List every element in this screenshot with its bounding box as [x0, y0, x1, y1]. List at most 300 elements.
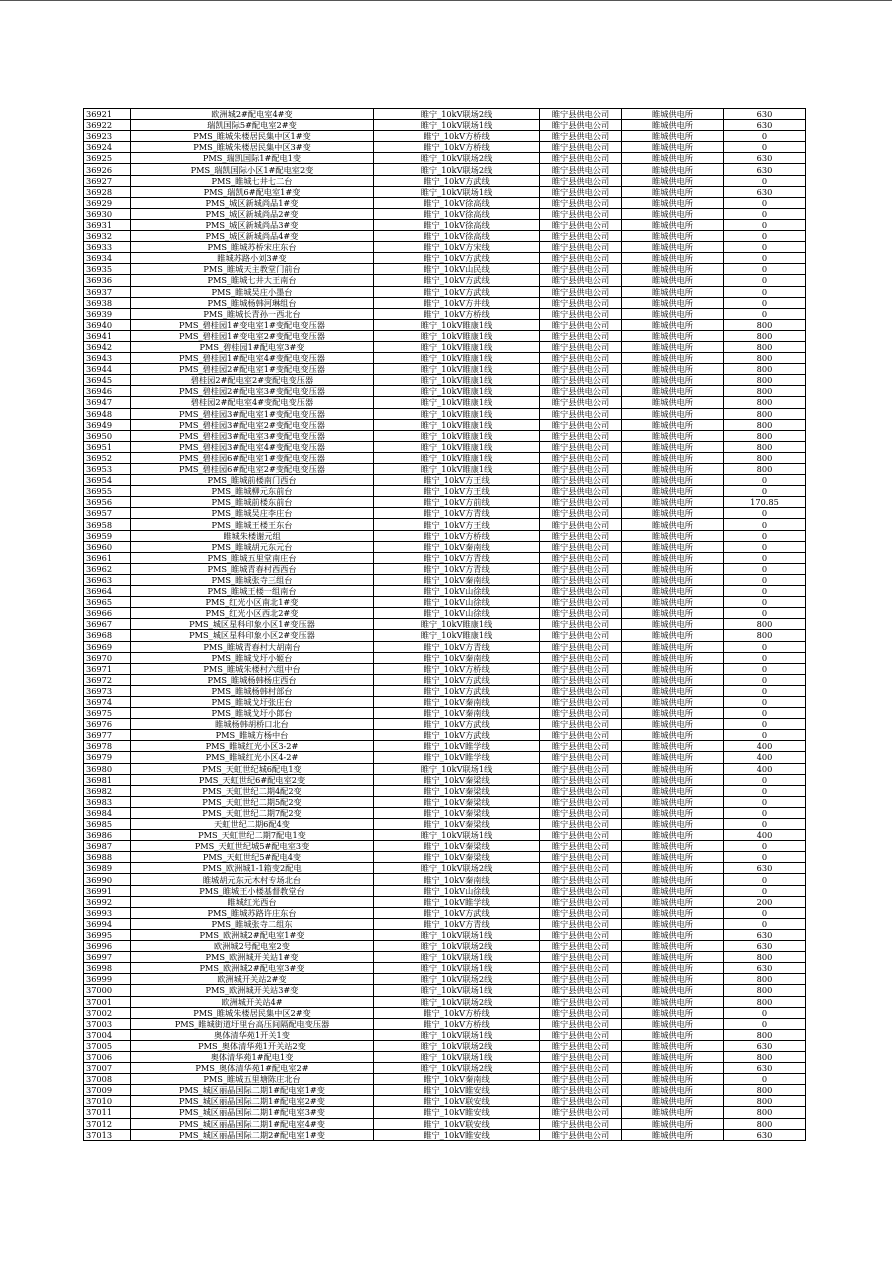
transformer-name-cell: PMS_欧洲城2#配电室3#变: [131, 963, 374, 974]
table-row: [84, 153, 806, 164]
company-cell: 睢宁县供电公司: [540, 863, 622, 874]
capacity-cell: 200: [724, 896, 806, 907]
feeder-line-cell: 睢宁_10kV方武线: [374, 719, 540, 730]
table-row: [84, 452, 806, 463]
row-id-cell: 36954: [84, 475, 131, 486]
capacity-cell: 800: [724, 630, 806, 641]
transformer-name-cell: PMS_城区星科印象小区1#变压器: [131, 619, 374, 630]
table-row: [84, 1063, 806, 1074]
capacity-cell: 0: [724, 708, 806, 719]
station-cell: 睢城供电所: [622, 730, 724, 741]
company-cell: 睢宁县供电公司: [540, 1063, 622, 1074]
table-row: [84, 375, 806, 386]
row-id-cell: 36935: [84, 264, 131, 275]
transformer-name-cell: 欧洲城2号配电室2变: [131, 941, 374, 952]
transformer-name-cell: PMS_睢城天主教堂门前台: [131, 264, 374, 275]
station-cell: 睢城供电所: [622, 186, 724, 197]
transformer-name-cell: PMS_碧桂园3#配电室1#变配电变压器: [131, 408, 374, 419]
company-cell: 睢宁县供电公司: [540, 1018, 622, 1029]
transformer-name-cell: PMS_睢城朱楼村六组中台: [131, 663, 374, 674]
station-cell: 睢城供电所: [622, 286, 724, 297]
company-cell: 睢宁县供电公司: [540, 663, 622, 674]
table-row: [84, 120, 806, 131]
feeder-line-cell: 睢宁_10kV睢康1线: [374, 364, 540, 375]
capacity-cell: 800: [724, 619, 806, 630]
company-cell: 睢宁县供电公司: [540, 785, 622, 796]
company-cell: 睢宁县供电公司: [540, 763, 622, 774]
station-cell: 睢城供电所: [622, 841, 724, 852]
feeder-line-cell: 睢宁_10kV睢学线: [374, 896, 540, 907]
station-cell: 睢城供电所: [622, 386, 724, 397]
feeder-line-cell: 睢宁_10kV睢安线: [374, 1085, 540, 1096]
company-cell: 睢宁县供电公司: [540, 1118, 622, 1129]
transformer-name-cell: PMS_睢城杨韩杨庄西台: [131, 674, 374, 685]
company-cell: 睢宁县供电公司: [540, 1096, 622, 1107]
feeder-line-cell: 睢宁_10kV秦梁线: [374, 774, 540, 785]
station-cell: 睢城供电所: [622, 264, 724, 275]
capacity-cell: 800: [724, 952, 806, 963]
transformer-name-cell: PMS_城区丽晶国际二期1#配电室1#变: [131, 1085, 374, 1096]
row-id-cell: 36937: [84, 286, 131, 297]
feeder-line-cell: 睢宁_10kV联场2线: [374, 153, 540, 164]
station-cell: 睢城供电所: [622, 452, 724, 463]
station-cell: 睢城供电所: [622, 275, 724, 286]
company-cell: 睢宁县供电公司: [540, 186, 622, 197]
table-row: [84, 619, 806, 630]
row-id-cell: 37002: [84, 1007, 131, 1018]
station-cell: 睢城供电所: [622, 1085, 724, 1096]
transformer-name-cell: PMS_瑞凯国际小区1#配电室2变: [131, 164, 374, 175]
feeder-line-cell: 睢宁_10kV秦南线: [374, 541, 540, 552]
transformer-name-cell: PMS_睢城朱楼居民集中区2#变: [131, 1007, 374, 1018]
station-cell: 睢城供电所: [622, 785, 724, 796]
feeder-line-cell: 睢宁_10kV方桥线: [374, 1007, 540, 1018]
capacity-cell: 800: [724, 974, 806, 985]
company-cell: 睢宁县供电公司: [540, 1085, 622, 1096]
company-cell: 睢宁县供电公司: [540, 286, 622, 297]
station-cell: 睢城供电所: [622, 719, 724, 730]
station-cell: 睢城供电所: [622, 985, 724, 996]
row-id-cell: 36952: [84, 452, 131, 463]
capacity-cell: 0: [724, 541, 806, 552]
feeder-line-cell: 睢宁_10kV秦南线: [374, 652, 540, 663]
feeder-line-cell: 睢宁_10kV方桥线: [374, 131, 540, 142]
company-cell: 睢宁县供电公司: [540, 364, 622, 375]
table-row: [84, 730, 806, 741]
capacity-cell: 0: [724, 175, 806, 186]
transformer-name-cell: PMS_天虹世纪城5#配电室3变: [131, 841, 374, 852]
row-id-cell: 36924: [84, 142, 131, 153]
station-cell: 睢城供电所: [622, 242, 724, 253]
company-cell: 睢宁县供电公司: [540, 819, 622, 830]
table-row: [84, 208, 806, 219]
table-row: [84, 419, 806, 430]
company-cell: 睢宁县供电公司: [540, 674, 622, 685]
capacity-cell: 0: [724, 475, 806, 486]
station-cell: 睢城供电所: [622, 530, 724, 541]
station-cell: 睢城供电所: [622, 741, 724, 752]
transformer-name-cell: PMS_欧洲城1-1箱变2配电: [131, 863, 374, 874]
capacity-cell: 800: [724, 1096, 806, 1107]
station-cell: 睢城供电所: [622, 1063, 724, 1074]
station-cell: 睢城供电所: [622, 375, 724, 386]
station-cell: 睢城供电所: [622, 1007, 724, 1018]
station-cell: 睢城供电所: [622, 963, 724, 974]
company-cell: 睢宁县供电公司: [540, 464, 622, 475]
feeder-line-cell: 睢宁_10kV联场2线: [374, 1063, 540, 1074]
capacity-cell: 400: [724, 763, 806, 774]
station-cell: 睢城供电所: [622, 430, 724, 441]
transformer-name-cell: PMS_碧桂园1#配电室3#变: [131, 341, 374, 352]
table-row: [84, 353, 806, 364]
capacity-cell: 0: [724, 197, 806, 208]
table-row: [84, 874, 806, 885]
station-cell: 睢城供电所: [622, 696, 724, 707]
feeder-line-cell: 睢宁_10kV联场2线: [374, 863, 540, 874]
company-cell: 睢宁县供电公司: [540, 807, 622, 818]
capacity-cell: 0: [724, 286, 806, 297]
feeder-line-cell: 睢宁_10kV方青线: [374, 918, 540, 929]
company-cell: 睢宁县供电公司: [540, 597, 622, 608]
transformer-name-cell: PMS_睢城五里堂南庄台: [131, 552, 374, 563]
row-id-cell: 36998: [84, 963, 131, 974]
table-row: [84, 1074, 806, 1085]
transformer-name-cell: 天虹世纪二期6配4变: [131, 819, 374, 830]
table-row: [84, 696, 806, 707]
row-id-cell: 37010: [84, 1096, 131, 1107]
station-cell: 睢城供电所: [622, 996, 724, 1007]
capacity-cell: 630: [724, 1129, 806, 1140]
transformer-name-cell: PMS_欧洲城开关站1#变: [131, 952, 374, 963]
transformer-name-cell: PMS_睢城前楼南门西台: [131, 475, 374, 486]
company-cell: 睢宁县供电公司: [540, 397, 622, 408]
transformer-name-cell: PMS_睢城戈圩张庄台: [131, 696, 374, 707]
company-cell: 睢宁县供电公司: [540, 1029, 622, 1040]
company-cell: 睢宁县供电公司: [540, 852, 622, 863]
row-id-cell: 36950: [84, 430, 131, 441]
row-id-cell: 36982: [84, 785, 131, 796]
feeder-line-cell: 睢宁_10kV联场2线: [374, 974, 540, 985]
station-cell: 睢城供电所: [622, 208, 724, 219]
company-cell: 睢宁县供电公司: [540, 120, 622, 131]
feeder-line-cell: 睢宁_10kV山徐线: [374, 586, 540, 597]
row-id-cell: 36931: [84, 219, 131, 230]
capacity-cell: 0: [724, 652, 806, 663]
table-row: [84, 1118, 806, 1129]
table-row: [84, 519, 806, 530]
row-id-cell: 36959: [84, 530, 131, 541]
capacity-cell: 800: [724, 375, 806, 386]
station-cell: 睢城供电所: [622, 109, 724, 120]
station-cell: 睢城供电所: [622, 1029, 724, 1040]
transformer-name-cell: PMS_睢城街道圩里台高压间隔配电变压器: [131, 1018, 374, 1029]
company-cell: 睢宁县供电公司: [540, 963, 622, 974]
capacity-cell: 800: [724, 1029, 806, 1040]
station-cell: 睢城供电所: [622, 774, 724, 785]
transformer-name-cell: PMS_睢城长青孙一西北台: [131, 308, 374, 319]
feeder-line-cell: 睢宁_10kV方桥线: [374, 308, 540, 319]
capacity-cell: 0: [724, 874, 806, 885]
transformer-name-cell: PMS_睢城柳元东前台: [131, 486, 374, 497]
company-cell: 睢宁县供电公司: [540, 153, 622, 164]
row-id-cell: 36986: [84, 830, 131, 841]
table-row: [84, 1085, 806, 1096]
table-row: [84, 663, 806, 674]
station-cell: 睢城供电所: [622, 974, 724, 985]
table-row: [84, 275, 806, 286]
transformer-name-cell: PMS_睢城吴庄李庄台: [131, 508, 374, 519]
transformer-name-cell: PMS_瑞凯6#配电室1#变: [131, 186, 374, 197]
table-row: [84, 364, 806, 375]
station-cell: 睢城供电所: [622, 1118, 724, 1129]
company-cell: 睢宁县供电公司: [540, 519, 622, 530]
row-id-cell: 36957: [84, 508, 131, 519]
station-cell: 睢城供电所: [622, 896, 724, 907]
transformer-name-cell: 睢城红光西台: [131, 896, 374, 907]
transformer-name-cell: PMS_睢城红光小区4-2#: [131, 752, 374, 763]
row-id-cell: 36968: [84, 630, 131, 641]
company-cell: 睢宁县供电公司: [540, 242, 622, 253]
transformer-name-cell: PMS_睢城吴庄小墨台: [131, 286, 374, 297]
table-row: [84, 475, 806, 486]
capacity-cell: 0: [724, 208, 806, 219]
transformer-name-cell: PMS_城区新城尚品2#变: [131, 208, 374, 219]
station-cell: 睢城供电所: [622, 219, 724, 230]
transformer-name-cell: 瑞凯国际5#配电室2#变: [131, 120, 374, 131]
company-cell: 睢宁县供电公司: [540, 408, 622, 419]
row-id-cell: 36997: [84, 952, 131, 963]
transformer-name-cell: PMS_城区星科印象小区2#变压器: [131, 630, 374, 641]
row-id-cell: 36981: [84, 774, 131, 785]
row-id-cell: 36928: [84, 186, 131, 197]
company-cell: 睢宁县供电公司: [540, 264, 622, 275]
company-cell: 睢宁县供电公司: [540, 708, 622, 719]
company-cell: 睢宁县供电公司: [540, 696, 622, 707]
feeder-line-cell: 睢宁_10kV方桥线: [374, 1018, 540, 1029]
station-cell: 睢城供电所: [622, 830, 724, 841]
transformer-name-cell: PMS_城区新城尚品4#变: [131, 231, 374, 242]
transformer-name-cell: PMS_碧桂园3#配电室4#变配电变压器: [131, 441, 374, 452]
row-id-cell: 36933: [84, 242, 131, 253]
table-row: [84, 1107, 806, 1118]
station-cell: 睢城供电所: [622, 763, 724, 774]
table-row: [84, 819, 806, 830]
row-id-cell: 36945: [84, 375, 131, 386]
transformer-name-cell: PMS_奥体清华苑1开关站2变: [131, 1040, 374, 1051]
company-cell: 睢宁县供电公司: [540, 508, 622, 519]
station-cell: 睢城供电所: [622, 397, 724, 408]
transformer-table: [83, 108, 806, 1141]
table-row: [84, 796, 806, 807]
row-id-cell: 36958: [84, 519, 131, 530]
feeder-line-cell: 睢宁_10kV方王线: [374, 519, 540, 530]
transformer-name-cell: PMS_睢城杨韩河琳组台: [131, 297, 374, 308]
row-id-cell: 36949: [84, 419, 131, 430]
row-id-cell: 36923: [84, 131, 131, 142]
capacity-cell: 630: [724, 109, 806, 120]
feeder-line-cell: 睢宁_10kV睢康1线: [374, 341, 540, 352]
row-id-cell: 37012: [84, 1118, 131, 1129]
company-cell: 睢宁县供电公司: [540, 719, 622, 730]
table-row: [84, 863, 806, 874]
feeder-line-cell: 睢宁_10kV睢康1线: [374, 464, 540, 475]
station-cell: 睢城供电所: [622, 475, 724, 486]
table-row: [84, 441, 806, 452]
company-cell: 睢宁县供电公司: [540, 253, 622, 264]
row-id-cell: 36926: [84, 164, 131, 175]
station-cell: 睢城供电所: [622, 674, 724, 685]
row-id-cell: 36988: [84, 852, 131, 863]
feeder-line-cell: 睢宁_10kV睢康1线: [374, 353, 540, 364]
table-row: [84, 219, 806, 230]
company-cell: 睢宁县供电公司: [540, 1040, 622, 1051]
table-row: [84, 708, 806, 719]
feeder-line-cell: 睢宁_10kV睢康1线: [374, 408, 540, 419]
row-id-cell: 36980: [84, 763, 131, 774]
row-id-cell: 36974: [84, 696, 131, 707]
table-row: [84, 408, 806, 419]
row-id-cell: 36966: [84, 608, 131, 619]
transformer-name-cell: 欧洲城开关站2#变: [131, 974, 374, 985]
station-cell: 睢城供电所: [622, 641, 724, 652]
table-row: [84, 1040, 806, 1051]
row-id-cell: 36964: [84, 586, 131, 597]
transformer-name-cell: PMS_碧桂园6#配电室1#变配电变压器: [131, 452, 374, 463]
table-row: [84, 597, 806, 608]
feeder-line-cell: 睢宁_10kV秦南线: [374, 1074, 540, 1085]
row-id-cell: 36943: [84, 353, 131, 364]
company-cell: 睢宁县供电公司: [540, 219, 622, 230]
feeder-line-cell: 睢宁_10kV山徐线: [374, 885, 540, 896]
transformer-name-cell: PMS_城区丽晶国际二期1#配电室3#变: [131, 1107, 374, 1118]
transformer-name-cell: PMS_睢城苏路许庄东台: [131, 907, 374, 918]
feeder-line-cell: 睢宁_10kV徐高线: [374, 208, 540, 219]
table-row: [84, 785, 806, 796]
capacity-cell: 800: [724, 996, 806, 1007]
capacity-cell: 0: [724, 519, 806, 530]
capacity-cell: 800: [724, 1051, 806, 1062]
capacity-cell: 0: [724, 486, 806, 497]
transformer-name-cell: PMS_红光小区西北2#变: [131, 608, 374, 619]
row-id-cell: 37009: [84, 1085, 131, 1096]
table-row: [84, 464, 806, 475]
company-cell: 睢宁县供电公司: [540, 1051, 622, 1062]
table-row: [84, 807, 806, 818]
transformer-name-cell: PMS_碧桂园2#配电室1#变配电变压器: [131, 364, 374, 375]
transformer-name-cell: PMS_睢城朱楼居民集中区1#变: [131, 131, 374, 142]
station-cell: 睢城供电所: [622, 852, 724, 863]
company-cell: 睢宁县供电公司: [540, 952, 622, 963]
capacity-cell: 800: [724, 419, 806, 430]
station-cell: 睢城供电所: [622, 341, 724, 352]
station-cell: 睢城供电所: [622, 419, 724, 430]
capacity-cell: 400: [724, 741, 806, 752]
feeder-line-cell: 睢宁_10kV睢康1线: [374, 619, 540, 630]
transformer-name-cell: PMS_睢城朱楼居民集中区3#变: [131, 142, 374, 153]
capacity-cell: 0: [724, 1018, 806, 1029]
capacity-cell: 0: [724, 907, 806, 918]
company-cell: 睢宁县供电公司: [540, 730, 622, 741]
table-row: [84, 719, 806, 730]
feeder-line-cell: 睢宁_10kV方武线: [374, 253, 540, 264]
feeder-line-cell: 睢宁_10kV联场1线: [374, 120, 540, 131]
row-id-cell: 36956: [84, 497, 131, 508]
company-cell: 睢宁县供电公司: [540, 685, 622, 696]
transformer-name-cell: 碧桂园2#配电室2#变配电变压器: [131, 375, 374, 386]
capacity-cell: 0: [724, 1074, 806, 1085]
feeder-line-cell: 睢宁_10kV方青线: [374, 641, 540, 652]
station-cell: 睢城供电所: [622, 563, 724, 574]
row-id-cell: 36922: [84, 120, 131, 131]
transformer-name-cell: PMS_欧洲城2#配电室1#变: [131, 929, 374, 940]
capacity-cell: 0: [724, 696, 806, 707]
capacity-cell: 0: [724, 231, 806, 242]
feeder-line-cell: 睢宁_10kV方武线: [374, 730, 540, 741]
feeder-line-cell: 睢宁_10kV睢康1线: [374, 630, 540, 641]
feeder-line-cell: 睢宁_10kV睢康1线: [374, 330, 540, 341]
station-cell: 睢城供电所: [622, 586, 724, 597]
table-row: [84, 974, 806, 985]
company-cell: 睢宁县供电公司: [540, 918, 622, 929]
station-cell: 睢城供电所: [622, 353, 724, 364]
station-cell: 睢城供电所: [622, 619, 724, 630]
company-cell: 睢宁县供电公司: [540, 796, 622, 807]
transformer-name-cell: PMS_红光小区南北1#变: [131, 597, 374, 608]
company-cell: 睢宁县供电公司: [540, 109, 622, 120]
company-cell: 睢宁县供电公司: [540, 941, 622, 952]
row-id-cell: 36972: [84, 674, 131, 685]
table-row: [84, 253, 806, 264]
transformer-name-cell: 奥体清华苑1#配电1变: [131, 1051, 374, 1062]
company-cell: 睢宁县供电公司: [540, 586, 622, 597]
row-id-cell: 36994: [84, 918, 131, 929]
row-id-cell: 36989: [84, 863, 131, 874]
company-cell: 睢宁县供电公司: [540, 774, 622, 785]
feeder-line-cell: 睢宁_10kV山徐线: [374, 608, 540, 619]
feeder-line-cell: 睢宁_10kV睢康1线: [374, 397, 540, 408]
table-row: [84, 941, 806, 952]
table-row: [84, 264, 806, 275]
capacity-cell: 0: [724, 597, 806, 608]
capacity-cell: 0: [724, 674, 806, 685]
capacity-cell: 0: [724, 574, 806, 585]
capacity-cell: 630: [724, 120, 806, 131]
transformer-name-cell: PMS_睢城红光小区3-2#: [131, 741, 374, 752]
transformer-name-cell: PMS_碧桂园1#配电室4#变配电变压器: [131, 353, 374, 364]
feeder-line-cell: 睢宁_10kV方青线: [374, 563, 540, 574]
capacity-cell: 0: [724, 253, 806, 264]
table-row: [84, 1129, 806, 1140]
capacity-cell: 0: [724, 785, 806, 796]
feeder-line-cell: 睢宁_10kV秦梁线: [374, 807, 540, 818]
station-cell: 睢城供电所: [622, 519, 724, 530]
company-cell: 睢宁县供电公司: [540, 497, 622, 508]
feeder-line-cell: 睢宁_10kV联场1线: [374, 1029, 540, 1040]
station-cell: 睢城供电所: [622, 929, 724, 940]
station-cell: 睢城供电所: [622, 1051, 724, 1062]
feeder-line-cell: 睢宁_10kV睢学线: [374, 752, 540, 763]
feeder-line-cell: 睢宁_10kV方王线: [374, 486, 540, 497]
row-id-cell: 36975: [84, 708, 131, 719]
company-cell: 睢宁县供电公司: [540, 1007, 622, 1018]
row-id-cell: 36990: [84, 874, 131, 885]
capacity-cell: 800: [724, 441, 806, 452]
capacity-cell: 0: [724, 663, 806, 674]
station-cell: 睢城供电所: [622, 597, 724, 608]
table-row: [84, 186, 806, 197]
table-row: [84, 341, 806, 352]
table-row: [84, 896, 806, 907]
